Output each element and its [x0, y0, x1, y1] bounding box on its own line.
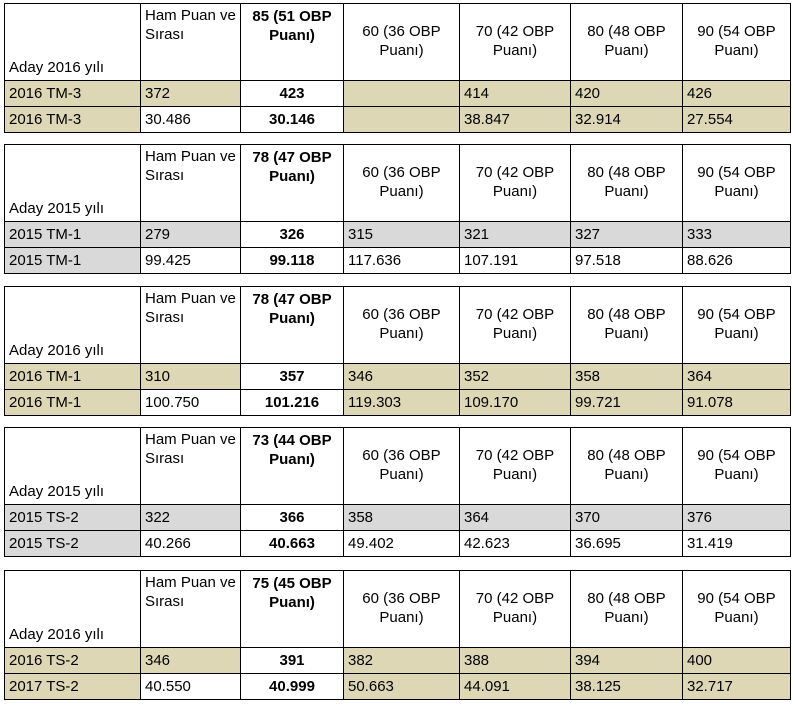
- ham-value: 310: [141, 364, 241, 390]
- value-90: 426: [683, 81, 791, 107]
- option-80-header: 80 (48 OBP Puanı): [571, 287, 683, 364]
- option-90-header: 90 (54 OBP Puanı): [683, 4, 791, 81]
- year-label: Aday 2016 yılı: [5, 571, 141, 648]
- option-70-header: 70 (42 OBP Puanı): [460, 428, 571, 505]
- year-label: Aday 2015 yılı: [5, 428, 141, 505]
- ham-value: 99.425: [141, 248, 241, 274]
- value-60: 346: [344, 364, 460, 390]
- current-value: 40.999: [241, 674, 344, 700]
- ham-value: 40.550: [141, 674, 241, 700]
- value-80: 38.125: [571, 674, 683, 700]
- value-70: 42.623: [460, 531, 571, 557]
- table-row: [5, 674, 791, 700]
- value-80: 394: [571, 648, 683, 674]
- ham-score-header: Ham Puan ve Sırası: [141, 287, 241, 364]
- year-label: Aday 2016 yılı: [5, 4, 141, 81]
- value-70: 414: [460, 81, 571, 107]
- ham-value: 40.266: [141, 531, 241, 557]
- value-90: 88.626: [683, 248, 791, 274]
- row-label: 2016 TM-1: [5, 364, 141, 390]
- option-60-header: 60 (36 OBP Puanı): [344, 571, 460, 648]
- current-value: 326: [241, 222, 344, 248]
- option-70-header: 70 (42 OBP Puanı): [460, 571, 571, 648]
- row-label: 2015 TS-2: [5, 505, 141, 531]
- value-60: 117.636: [344, 248, 460, 274]
- option-60-header: 60 (36 OBP Puanı): [344, 4, 460, 81]
- value-60: 50.663: [344, 674, 460, 700]
- option-90-header: 90 (54 OBP Puanı): [683, 145, 791, 222]
- value-80: 370: [571, 505, 683, 531]
- row-label: 2016 TM-1: [5, 390, 141, 416]
- option-90-header: 90 (54 OBP Puanı): [683, 428, 791, 505]
- value-70: 38.847: [460, 107, 571, 133]
- table-row: [5, 648, 791, 674]
- score-table-5: [4, 570, 791, 700]
- score-table-1: [4, 3, 791, 133]
- value-60: [344, 81, 460, 107]
- ham-score-header: Ham Puan ve Sırası: [141, 4, 241, 81]
- row-label: 2016 TM-3: [5, 81, 141, 107]
- row-label: 2017 TS-2: [5, 674, 141, 700]
- current-value: 101.216: [241, 390, 344, 416]
- current-value: 423: [241, 81, 344, 107]
- option-60-header: 60 (36 OBP Puanı): [344, 145, 460, 222]
- table-row: [5, 107, 791, 133]
- current-value: 99.118: [241, 248, 344, 274]
- value-70: 107.191: [460, 248, 571, 274]
- year-label: Aday 2016 yılı: [5, 287, 141, 364]
- value-90: 400: [683, 648, 791, 674]
- value-90: 364: [683, 364, 791, 390]
- value-70: 364: [460, 505, 571, 531]
- table-row: [5, 248, 791, 274]
- value-90: 27.554: [683, 107, 791, 133]
- option-80-header: 80 (48 OBP Puanı): [571, 4, 683, 81]
- value-90: 31.419: [683, 531, 791, 557]
- value-70: 352: [460, 364, 571, 390]
- value-80: 32.914: [571, 107, 683, 133]
- value-80: 327: [571, 222, 683, 248]
- current-value: 40.663: [241, 531, 344, 557]
- table-row: [5, 390, 791, 416]
- table-row: [5, 531, 791, 557]
- row-label: 2016 TS-2: [5, 648, 141, 674]
- score-table-4: [4, 427, 791, 557]
- table-row: [5, 222, 791, 248]
- value-70: 44.091: [460, 674, 571, 700]
- value-80: 358: [571, 364, 683, 390]
- option-80-header: 80 (48 OBP Puanı): [571, 571, 683, 648]
- current-score-header: 78 (47 OBP Puanı): [241, 145, 344, 222]
- current-value: 30.146: [241, 107, 344, 133]
- ham-value: 322: [141, 505, 241, 531]
- value-90: 91.078: [683, 390, 791, 416]
- value-70: 109.170: [460, 390, 571, 416]
- option-80-header: 80 (48 OBP Puanı): [571, 145, 683, 222]
- ham-value: 100.750: [141, 390, 241, 416]
- row-label: 2015 TM-1: [5, 248, 141, 274]
- ham-score-header: Ham Puan ve Sırası: [141, 428, 241, 505]
- ham-value: 372: [141, 81, 241, 107]
- option-80-header: 80 (48 OBP Puanı): [571, 428, 683, 505]
- option-70-header: 70 (42 OBP Puanı): [460, 145, 571, 222]
- value-80: 36.695: [571, 531, 683, 557]
- value-90: 333: [683, 222, 791, 248]
- value-60: 358: [344, 505, 460, 531]
- value-80: 420: [571, 81, 683, 107]
- current-value: 391: [241, 648, 344, 674]
- year-label: Aday 2015 yılı: [5, 145, 141, 222]
- value-80: 99.721: [571, 390, 683, 416]
- row-label: 2015 TM-1: [5, 222, 141, 248]
- current-score-header: 85 (51 OBP Puanı): [241, 4, 344, 81]
- current-value: 366: [241, 505, 344, 531]
- value-60: 49.402: [344, 531, 460, 557]
- table-row: [5, 81, 791, 107]
- current-score-header: 75 (45 OBP Puanı): [241, 571, 344, 648]
- value-90: 32.717: [683, 674, 791, 700]
- current-score-header: 73 (44 OBP Puanı): [241, 428, 344, 505]
- score-table-2: [4, 144, 791, 274]
- row-label: 2015 TS-2: [5, 531, 141, 557]
- value-70: 321: [460, 222, 571, 248]
- ham-value: 279: [141, 222, 241, 248]
- value-60: [344, 107, 460, 133]
- ham-score-header: Ham Puan ve Sırası: [141, 145, 241, 222]
- option-90-header: 90 (54 OBP Puanı): [683, 571, 791, 648]
- current-value: 357: [241, 364, 344, 390]
- option-60-header: 60 (36 OBP Puanı): [344, 287, 460, 364]
- value-60: 382: [344, 648, 460, 674]
- table-row: [5, 364, 791, 390]
- option-70-header: 70 (42 OBP Puanı): [460, 4, 571, 81]
- ham-value: 30.486: [141, 107, 241, 133]
- value-90: 376: [683, 505, 791, 531]
- current-score-header: 78 (47 OBP Puanı): [241, 287, 344, 364]
- ham-score-header: Ham Puan ve Sırası: [141, 571, 241, 648]
- score-table-3: [4, 286, 791, 416]
- option-70-header: 70 (42 OBP Puanı): [460, 287, 571, 364]
- option-90-header: 90 (54 OBP Puanı): [683, 287, 791, 364]
- option-60-header: 60 (36 OBP Puanı): [344, 428, 460, 505]
- value-60: 315: [344, 222, 460, 248]
- row-label: 2016 TM-3: [5, 107, 141, 133]
- table-row: [5, 505, 791, 531]
- value-60: 119.303: [344, 390, 460, 416]
- value-80: 97.518: [571, 248, 683, 274]
- value-70: 388: [460, 648, 571, 674]
- ham-value: 346: [141, 648, 241, 674]
